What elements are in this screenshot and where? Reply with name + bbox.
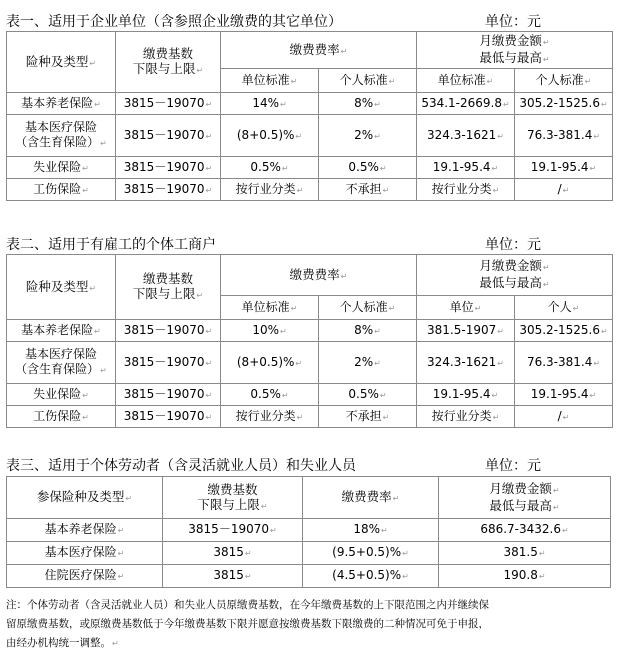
table2 (6, 254, 613, 428)
header-person-amount: 个人 ↵ (515, 296, 613, 320)
header-base: 缴费基数 下限与上限 ↵ (163, 477, 303, 519)
table-row: 失业保险 ↵ 3815－19070 ↵ 0.5% ↵ 0.5% ↵ 19.1-95.4 ↵ 19.1-95.4 ↵ (7, 157, 613, 179)
table-row: 工伤保险 ↵ 3815－19070 ↵ 按行业分类 ↵ 不承担 ↵ 按行业分类 ↵ / ↵ (7, 179, 613, 201)
header-rate: 缴费费率 ↵ (303, 477, 439, 519)
footnote (6, 596, 606, 653)
table-row: 基本医疗保险 （含生育保险） ↵ 3815－19070 ↵ (8+0.5)% ↵ 2% ↵ 324.3-1621 ↵ 76.3-381.4 ↵ (7, 115, 613, 157)
header-amount: 月缴费金额 ↵ 最低与最高 ↵ (439, 477, 611, 519)
table-row: 基本养老保险 ↵ 3815－19070 ↵ 10% ↵ 8% ↵ 381.5-1907 ↵ 305.2-1525.6 ↵ (7, 320, 613, 342)
header-rate: 缴费费率 ↵ (221, 255, 417, 296)
footnote-line: 注：个体劳动者（含灵活就业人员）和失业人员原缴费基数，在今年缴费基数的上下限范围之内并继续保 (6, 599, 489, 611)
footnote-line: 留原缴费基数，或原缴费基数低于今年缴费基数下限并愿意按缴费基数下限缴费的二种情况可免于申报， (6, 618, 489, 630)
header-unit-rate: 单位标准 ↵ (221, 296, 319, 320)
header-amount: 月缴费金额 ↵ 最低与最高 ↵ (417, 255, 613, 296)
header-insurance-type: 参保险种及类型 ↵ (7, 477, 163, 519)
table-row: 基本养老保险 ↵ 3815－19070 ↵ 18% ↵ 686.7-3432.6 ↵ (7, 519, 611, 542)
table3 (6, 476, 611, 588)
header-unit-amount: 单位标准 ↵ (417, 69, 515, 93)
table-row: 住院医疗保险 ↵ 3815 ↵ (4.5+0.5)% ↵ 190.8 ↵ (7, 565, 611, 588)
table-row: 基本医疗保险 （含生育保险） ↵ 3815－19070 ↵ (8+0.5)% ↵ 2% ↵ 324.3-1621 ↵ 76.3-381.4 ↵ (7, 342, 613, 384)
table1-unit: 单位：元 (485, 14, 541, 30)
header-base: 缴费基数 下限与上限 ↵ (116, 255, 221, 320)
table1-title: 表一、适用于企业单位（含参照企业缴费的其它单位） (6, 14, 342, 30)
footnote-line: 由经办机构统一调整。 ↵ (6, 634, 606, 653)
table-row: 失业保险 ↵ 3815－19070 ↵ 0.5% ↵ 0.5% ↵ 19.1-95.4 ↵ 19.1-95.4 ↵ (7, 384, 613, 406)
header-person-amount: 个人标准 ↵ (515, 69, 613, 93)
table3-unit: 单位：元 (485, 458, 541, 474)
table2-title: 表二、适用于有雇工的个体工商户 (6, 237, 216, 253)
header-amount: 月缴费金额 ↵ 最低与最高 ↵ (417, 32, 613, 69)
header-person-rate: 个人标准 ↵ (319, 69, 417, 93)
table2-unit: 单位：元 (485, 237, 541, 253)
header-insurance-type: 险种及类型 ↵ (7, 255, 116, 320)
table1 (6, 31, 613, 201)
header-rate: 缴费费率 ↵ (221, 32, 417, 69)
table-row: 基本医疗保险 ↵ 3815 ↵ (9.5+0.5)% ↵ 381.5 ↵ (7, 542, 611, 565)
table3-title: 表三、适用于个体劳动者（含灵活就业人员）和失业人员 (6, 458, 356, 474)
table-row: 工伤保险 ↵ 3815－19070 ↵ 按行业分类 ↵ 不承担 ↵ 按行业分类 ↵ / ↵ (7, 406, 613, 428)
header-insurance-type: 险种及类型 ↵ (7, 32, 116, 93)
table-row: 基本养老保险 ↵ 3815－19070 ↵ 14% ↵ 8% ↵ 534.1-2669.8 ↵ 305.2-1525.6 ↵ (7, 93, 613, 115)
header-base: 缴费基数 下限与上限 ↵ (116, 32, 221, 93)
header-unit-rate: 单位标准 ↵ (221, 69, 319, 93)
header-person-rate: 个人标准 ↵ (319, 296, 417, 320)
header-unit-amount: 单位 ↵ (417, 296, 515, 320)
